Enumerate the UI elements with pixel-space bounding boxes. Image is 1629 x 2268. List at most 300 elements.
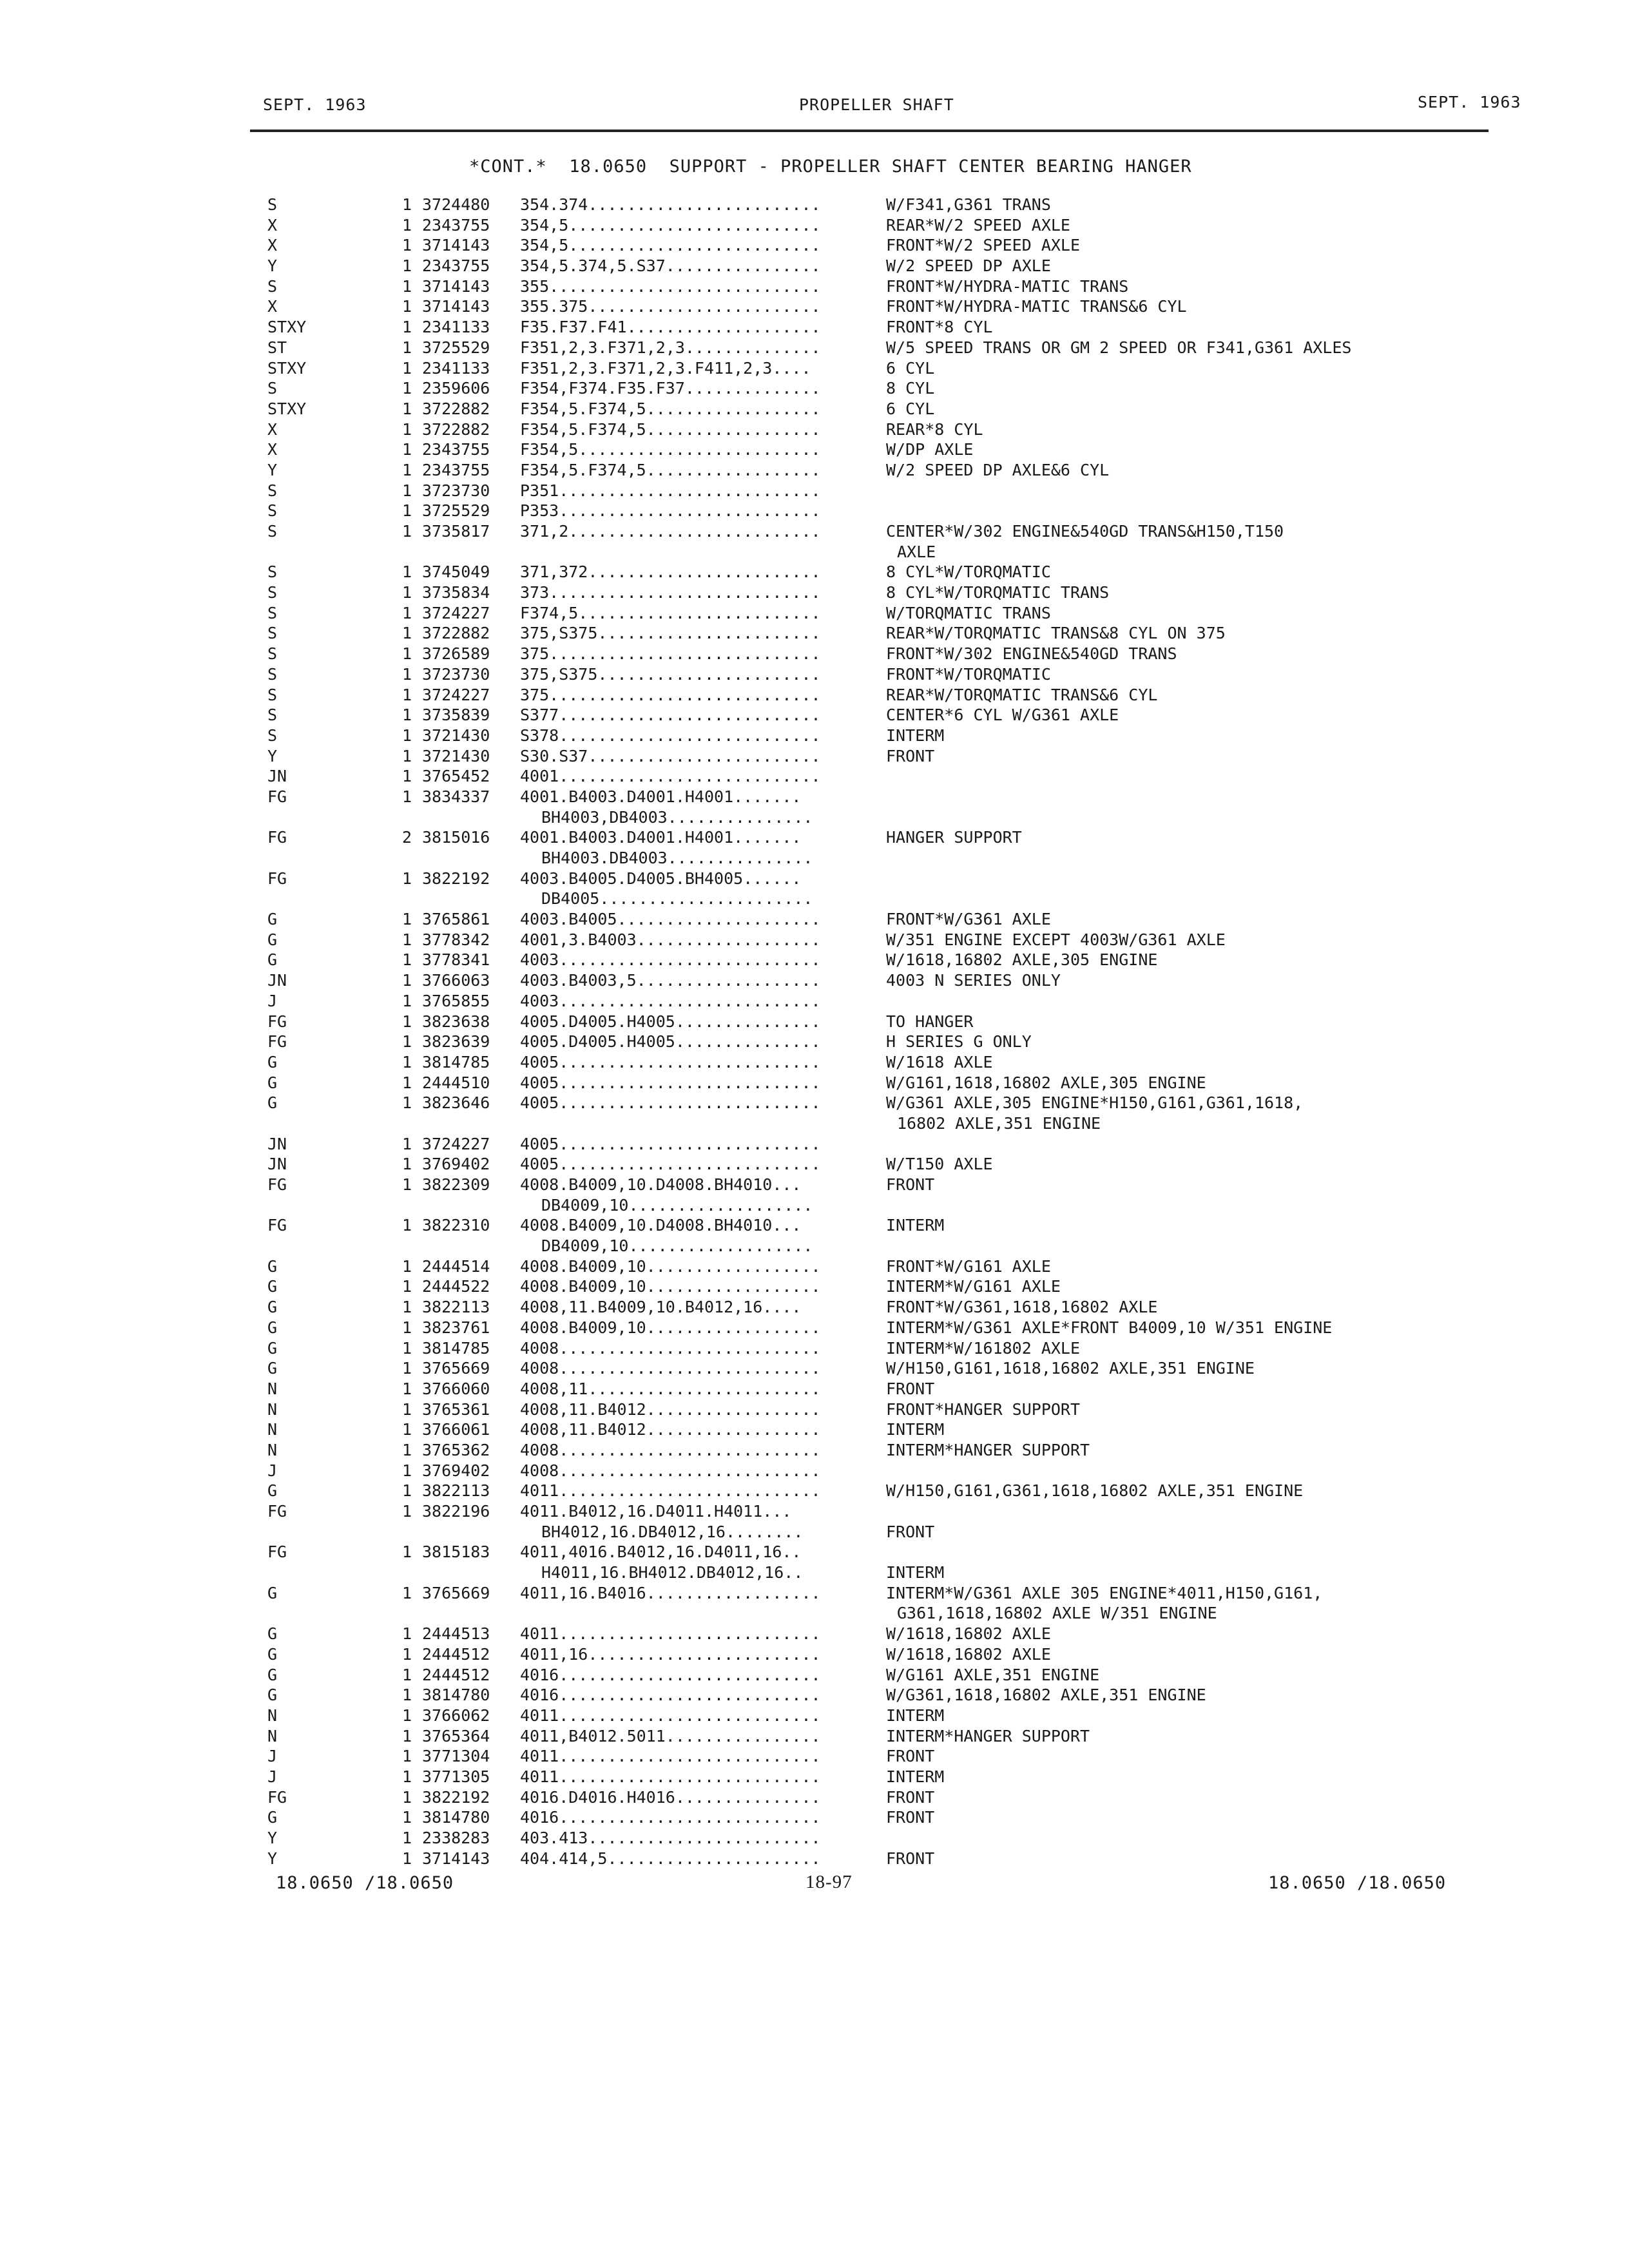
model-application: 4005.D4005.H4005............... — [520, 1012, 821, 1031]
model-application: 4016........................... — [520, 1808, 821, 1827]
part-number: 3822192 — [422, 869, 490, 888]
list-item — [0, 420, 1629, 441]
page-title: PROPELLER SHAFT — [799, 95, 954, 114]
part-number: 3765452 — [422, 767, 490, 786]
part-number: 3723730 — [422, 664, 490, 684]
description: INTERM — [886, 1563, 945, 1582]
description: INTERM — [886, 1706, 945, 1725]
model-code: J — [267, 1767, 278, 1786]
quantity: 1 — [402, 1216, 412, 1235]
list-item — [0, 440, 1629, 461]
model-code: S — [267, 276, 278, 296]
description: INTERM — [886, 1420, 945, 1439]
list-item — [0, 1196, 1629, 1216]
model-code: X — [267, 236, 278, 255]
part-number: 3771304 — [422, 1747, 490, 1766]
description: FRONT — [886, 746, 935, 765]
description: INTERM*W/G161 AXLE — [886, 1277, 1061, 1296]
list-item — [0, 1523, 1629, 1543]
list-item — [0, 1829, 1629, 1849]
model-application: 4011,16........................ — [520, 1644, 821, 1664]
quantity: 1 — [402, 1808, 412, 1827]
model-application: P353........................... — [520, 501, 821, 521]
quantity: 1 — [402, 685, 412, 704]
model-code: S — [267, 644, 278, 664]
model-application: 354,5.374,5.S37................ — [520, 256, 821, 276]
quantity: 1 — [402, 1624, 412, 1644]
list-item — [0, 747, 1629, 767]
quantity: 1 — [402, 1440, 412, 1459]
part-number: 3765362 — [422, 1440, 490, 1459]
part-number: 3724227 — [422, 685, 490, 704]
model-application: 4008,11.B4009,10.B4012,16.... — [520, 1298, 802, 1317]
list-item — [0, 1747, 1629, 1767]
model-code: G — [267, 1338, 278, 1358]
part-number: 2359606 — [422, 379, 490, 398]
list-item — [0, 1624, 1629, 1645]
model-code: G — [267, 910, 278, 929]
quantity: 1 — [402, 1012, 412, 1031]
quantity: 1 — [402, 1665, 412, 1684]
quantity: 1 — [402, 624, 412, 643]
list-item — [0, 1093, 1629, 1114]
part-number: 3822113 — [422, 1481, 490, 1501]
part-number: 3823761 — [422, 1318, 490, 1337]
quantity: 1 — [402, 991, 412, 1010]
part-number: 3721430 — [422, 746, 490, 765]
list-item — [0, 869, 1629, 890]
model-application: S30.S37........................ — [520, 746, 821, 765]
description-continued: G361,1618,16802 AXLE W/351 ENGINE — [897, 1604, 1217, 1623]
footer-ref-right: 18.0650 /18.0650 — [1268, 1873, 1447, 1893]
model-code: S — [267, 379, 278, 398]
list-item — [0, 1563, 1629, 1584]
description: W/5 SPEED TRANS OR GM 2 SPEED OR F341,G361 AXLES — [886, 338, 1352, 357]
model-application: 4008........................... — [520, 1440, 821, 1459]
part-number: 3765861 — [422, 910, 490, 929]
quantity: 1 — [402, 562, 412, 582]
model-code: FG — [267, 828, 287, 847]
model-code: FG — [267, 1032, 287, 1052]
list-item — [0, 379, 1629, 399]
part-number: 3766062 — [422, 1706, 490, 1725]
part-number: 3765669 — [422, 1583, 490, 1602]
quantity: 1 — [402, 297, 412, 316]
list-item — [0, 522, 1629, 543]
quantity: 1 — [402, 460, 412, 479]
model-code: G — [267, 1583, 278, 1602]
list-item — [0, 828, 1629, 849]
quantity: 1 — [402, 746, 412, 765]
list-item — [0, 1277, 1629, 1298]
quantity: 1 — [402, 1399, 412, 1419]
description: 8 CYL*W/TORQMATIC TRANS — [886, 583, 1110, 602]
model-code: STXY — [267, 399, 307, 418]
quantity: 1 — [402, 1747, 412, 1766]
model-code: G — [267, 1624, 278, 1644]
model-code: J — [267, 991, 278, 1010]
part-number: 3724480 — [422, 195, 490, 214]
quantity: 1 — [402, 869, 412, 888]
quantity: 1 — [402, 440, 412, 459]
description: INTERM — [886, 726, 945, 745]
part-number: 3735839 — [422, 706, 490, 725]
model-application-continued: BH4003.DB4003............... — [541, 849, 813, 867]
part-number: 3815183 — [422, 1542, 490, 1562]
list-item — [0, 971, 1629, 992]
model-application: 375,S375....................... — [520, 664, 821, 684]
list-item — [0, 543, 1629, 563]
part-number: 2343755 — [422, 256, 490, 276]
quantity: 1 — [402, 930, 412, 949]
model-application: F354,5......................... — [520, 440, 821, 459]
model-application: 354,5.......................... — [520, 236, 821, 255]
part-number: 3766063 — [422, 971, 490, 990]
model-code: N — [267, 1379, 278, 1398]
model-code: G — [267, 1665, 278, 1684]
model-code: Y — [267, 460, 278, 479]
list-item — [0, 1216, 1629, 1236]
list-item — [0, 562, 1629, 583]
quantity: 1 — [402, 236, 412, 255]
model-application: 4016.D4016.H4016............... — [520, 1787, 821, 1807]
list-item — [0, 277, 1629, 298]
model-application: 4008,11........................ — [520, 1379, 821, 1398]
description: FRONT*W/2 SPEED AXLE — [886, 236, 1081, 255]
quantity: 1 — [402, 1277, 412, 1296]
page-number: 18-97 — [805, 1872, 853, 1892]
list-item — [0, 1706, 1629, 1727]
list-item — [0, 1686, 1629, 1706]
model-code: FG — [267, 1542, 287, 1562]
model-code: N — [267, 1440, 278, 1459]
model-code: G — [267, 1256, 278, 1276]
model-code: N — [267, 1706, 278, 1725]
header-date-left: SEPT. 1963 — [263, 95, 367, 114]
section-title: *CONT.* 18.0650 SUPPORT - PROPELLER SHAFT CENTER BEARING HANGER — [469, 157, 1192, 177]
header-date-right: SEPT. 1963 — [1418, 93, 1521, 111]
description: CENTER*W/302 ENGINE&540GD TRANS&H150,T150 — [886, 522, 1284, 541]
description: W/2 SPEED DP AXLE — [886, 256, 1051, 276]
model-code: JN — [267, 767, 287, 786]
part-number: 3765855 — [422, 991, 490, 1010]
quantity: 1 — [402, 1706, 412, 1725]
model-code: ST — [267, 338, 287, 357]
description: W/1618,16802 AXLE,305 ENGINE — [886, 950, 1158, 970]
part-number: 3714143 — [422, 297, 490, 316]
model-application: F354,5.F374,5.................. — [520, 399, 821, 418]
list-item — [0, 1420, 1629, 1441]
model-code: G — [267, 1093, 278, 1113]
model-code: FG — [267, 787, 287, 806]
model-code: G — [267, 950, 278, 970]
model-application: 371,2.......................... — [520, 522, 821, 541]
model-application: 4003.B4005.D4005.BH4005...... — [520, 869, 802, 888]
list-item — [0, 501, 1629, 522]
part-number: 3834337 — [422, 787, 490, 806]
model-code: G — [267, 1318, 278, 1337]
model-code: G — [267, 1298, 278, 1317]
model-application: 4001,3.B4003................... — [520, 930, 821, 949]
description: W/351 ENGINE EXCEPT 4003W/G361 AXLE — [886, 930, 1226, 949]
part-number: 2444514 — [422, 1256, 490, 1276]
list-item — [0, 686, 1629, 706]
description: FRONT — [886, 1808, 935, 1827]
list-item — [0, 1339, 1629, 1360]
part-number: 2343755 — [422, 215, 490, 235]
list-item — [0, 236, 1629, 256]
model-code: S — [267, 562, 278, 582]
description: FRONT*W/G361,1618,16802 AXLE — [886, 1298, 1158, 1317]
model-application: F35.F37.F41.................... — [520, 318, 821, 337]
quantity: 1 — [402, 1787, 412, 1807]
list-item — [0, 930, 1629, 951]
description: INTERM*W/161802 AXLE — [886, 1338, 1081, 1358]
description: W/H150,G161,1618,16802 AXLE,351 ENGINE — [886, 1359, 1255, 1378]
model-application: 4003.B4003,5................... — [520, 971, 821, 990]
quantity: 1 — [402, 1542, 412, 1562]
description: W/1618 AXLE — [886, 1052, 993, 1072]
quantity: 1 — [402, 1073, 412, 1092]
list-item — [0, 1175, 1629, 1196]
part-number: 3735817 — [422, 522, 490, 541]
list-item — [0, 1849, 1629, 1870]
model-application-continued: DB4005...................... — [541, 889, 813, 908]
description: 8 CYL*W/TORQMATIC — [886, 562, 1051, 582]
model-application: 4011,16.B4016.................. — [520, 1583, 821, 1602]
model-code: N — [267, 1420, 278, 1439]
quantity: 1 — [402, 1461, 412, 1480]
part-number: 3765669 — [422, 1359, 490, 1378]
list-item — [0, 1032, 1629, 1053]
model-code: S — [267, 706, 278, 725]
description: FRONT*HANGER SUPPORT — [886, 1399, 1081, 1419]
part-number: 3769402 — [422, 1155, 490, 1174]
model-code: X — [267, 215, 278, 235]
model-application: 403.413........................ — [520, 1829, 821, 1847]
description: INTERM — [886, 1767, 945, 1786]
description: CENTER*6 CYL W/G361 AXLE — [886, 706, 1119, 725]
model-code: S — [267, 726, 278, 745]
model-code: J — [267, 1461, 278, 1480]
list-item — [0, 1542, 1629, 1563]
description: INTERM — [886, 1216, 945, 1235]
model-code: JN — [267, 1134, 287, 1153]
part-number: 3714143 — [422, 276, 490, 296]
list-item — [0, 338, 1629, 359]
description: INTERM*HANGER SUPPORT — [886, 1726, 1090, 1745]
description: FRONT*W/G161 AXLE — [886, 1256, 1051, 1276]
quantity: 1 — [402, 358, 412, 378]
part-number: 2341133 — [422, 358, 490, 378]
model-application: 355............................ — [520, 276, 821, 296]
description: W/H150,G161,G361,1618,16802 AXLE,351 ENGINE — [886, 1481, 1304, 1501]
list-item — [0, 665, 1629, 686]
quantity: 1 — [402, 1686, 412, 1705]
part-number: 3814780 — [422, 1808, 490, 1827]
part-number: 2341133 — [422, 318, 490, 337]
model-code: STXY — [267, 318, 307, 337]
model-code: FG — [267, 1012, 287, 1031]
quantity: 1 — [402, 379, 412, 398]
model-code: JN — [267, 1155, 287, 1174]
quantity: 1 — [402, 1155, 412, 1174]
part-number: 3766060 — [422, 1379, 490, 1398]
description: W/TORQMATIC TRANS — [886, 603, 1051, 622]
part-number: 3721430 — [422, 726, 490, 745]
model-application: 4008........................... — [520, 1338, 821, 1358]
model-application: 375............................ — [520, 685, 821, 704]
list-item — [0, 1073, 1629, 1094]
model-code: S — [267, 664, 278, 684]
quantity: 1 — [402, 501, 412, 521]
model-application: 4005........................... — [520, 1093, 821, 1113]
description: REAR*W/TORQMATIC TRANS&8 CYL ON 375 — [886, 624, 1226, 643]
model-application: 4011,4016.B4012,16.D4011,16.. — [520, 1542, 802, 1562]
list-item — [0, 481, 1629, 502]
quantity: 1 — [402, 1175, 412, 1194]
model-code: G — [267, 1052, 278, 1072]
part-number: 3769402 — [422, 1461, 490, 1480]
quantity: 1 — [402, 522, 412, 541]
quantity: 1 — [402, 276, 412, 296]
model-application: 355.375........................ — [520, 297, 821, 316]
model-application: 4011........................... — [520, 1706, 821, 1725]
part-number: 3778341 — [422, 950, 490, 970]
description-continued: 16802 AXLE,351 ENGINE — [897, 1113, 1101, 1133]
quantity: 1 — [402, 1644, 412, 1664]
part-number: 3822310 — [422, 1216, 490, 1235]
quantity: 1 — [402, 664, 412, 684]
list-item — [0, 1604, 1629, 1624]
model-code: X — [267, 297, 278, 316]
part-number: 3723730 — [422, 481, 490, 500]
description: 4003 N SERIES ONLY — [886, 971, 1061, 990]
part-number: 3823638 — [422, 1012, 490, 1031]
model-code: S — [267, 583, 278, 602]
list-item — [0, 644, 1629, 665]
description: FRONT — [886, 1379, 935, 1398]
list-item — [0, 726, 1629, 747]
list-item — [0, 1645, 1629, 1666]
list-item — [0, 583, 1629, 604]
part-number: 2444522 — [422, 1277, 490, 1296]
list-item — [0, 216, 1629, 236]
model-application: F351,2,3.F371,2,3.............. — [520, 338, 821, 357]
model-code: S — [267, 603, 278, 622]
list-item — [0, 1114, 1629, 1135]
quantity: 1 — [402, 1379, 412, 1398]
model-application: S377........................... — [520, 706, 821, 725]
model-code: S — [267, 522, 278, 541]
quantity: 1 — [402, 644, 412, 664]
quantity: 1 — [402, 706, 412, 725]
quantity: 1 — [402, 1052, 412, 1072]
description: HANGER SUPPORT — [886, 828, 1022, 847]
model-application: P351........................... — [520, 481, 821, 500]
description-continued: AXLE — [897, 542, 936, 561]
description: FRONT*W/HYDRA-MATIC TRANS — [886, 276, 1129, 296]
model-application: 4008.B4009,10.................. — [520, 1277, 821, 1296]
part-number: 3725529 — [422, 501, 490, 521]
list-item — [0, 1481, 1629, 1502]
model-application: 4016........................... — [520, 1686, 821, 1705]
list-item — [0, 849, 1629, 869]
description: INTERM*W/G361 AXLE 305 ENGINE*4011,H150,G161, — [886, 1583, 1323, 1602]
model-application: 4011........................... — [520, 1481, 821, 1501]
part-number: 3724227 — [422, 603, 490, 622]
description: INTERM*HANGER SUPPORT — [886, 1440, 1090, 1459]
part-number: 3814785 — [422, 1338, 490, 1358]
model-code: G — [267, 930, 278, 949]
quantity: 1 — [402, 950, 412, 970]
description: REAR*8 CYL — [886, 419, 983, 439]
description: FRONT — [886, 1849, 935, 1868]
model-application: 375............................ — [520, 644, 821, 664]
list-item — [0, 889, 1629, 910]
model-application: 4005........................... — [520, 1073, 821, 1092]
part-number: 3722882 — [422, 419, 490, 439]
quantity: 1 — [402, 1583, 412, 1602]
quantity: 1 — [402, 1420, 412, 1439]
description: 8 CYL — [886, 379, 935, 398]
list-item — [0, 1441, 1629, 1461]
list-item — [0, 1727, 1629, 1747]
description: REAR*W/TORQMATIC TRANS&6 CYL — [886, 685, 1158, 704]
model-code: G — [267, 1808, 278, 1827]
model-code: G — [267, 1359, 278, 1378]
model-application: 4003........................... — [520, 991, 821, 1010]
quantity: 1 — [402, 338, 412, 357]
part-number: 3714143 — [422, 1849, 490, 1868]
model-application: 4001.B4003.D4001.H4001....... — [520, 787, 802, 806]
description: W/2 SPEED DP AXLE&6 CYL — [886, 460, 1110, 479]
quantity: 1 — [402, 1338, 412, 1358]
model-code: S — [267, 501, 278, 521]
list-item — [0, 1318, 1629, 1339]
list-item — [0, 1502, 1629, 1523]
part-number: 3822192 — [422, 1787, 490, 1807]
quantity: 1 — [402, 910, 412, 929]
model-application: 4001........................... — [520, 767, 821, 786]
quantity: 1 — [402, 583, 412, 602]
quantity: 1 — [402, 1849, 412, 1868]
part-number: 3823646 — [422, 1093, 490, 1113]
model-application: F354,5.F374,5.................. — [520, 419, 821, 439]
part-number: 3714143 — [422, 236, 490, 255]
part-number: 3765361 — [422, 1399, 490, 1419]
model-application-continued: BH4012,16.DB4012,16........ — [541, 1522, 804, 1541]
model-application-continued: BH4003,DB4003............... — [541, 807, 813, 827]
quantity: 1 — [402, 1481, 412, 1501]
quantity: 1 — [402, 195, 412, 214]
quantity: 1 — [402, 767, 412, 786]
model-application-continued: DB4009,10................... — [541, 1195, 813, 1215]
model-code: G — [267, 1686, 278, 1705]
model-application: 4005........................... — [520, 1155, 821, 1174]
model-code: FG — [267, 1216, 287, 1235]
part-number: 3771305 — [422, 1767, 490, 1786]
model-application: F354,5.F374,5.................. — [520, 460, 821, 479]
model-application: 4005........................... — [520, 1052, 821, 1072]
model-code: Y — [267, 746, 278, 765]
list-item — [0, 604, 1629, 624]
model-application: 4011........................... — [520, 1767, 821, 1786]
model-code: G — [267, 1481, 278, 1501]
description: FRONT — [886, 1787, 935, 1807]
description: W/G161 AXLE,351 ENGINE — [886, 1665, 1100, 1684]
part-number: 3815016 — [422, 828, 490, 847]
